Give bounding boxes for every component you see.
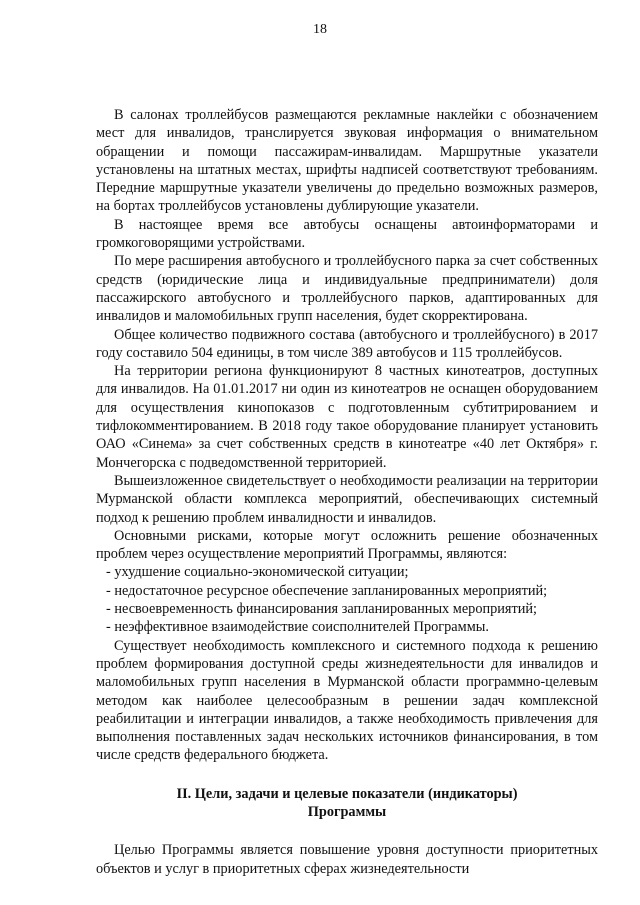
paragraph-necessity: Существует необходимость комплексного и системного подхода к решению проблем формирования доступной среды жизнедеятельности для инвалидов и маломобильных групп населения в Мурманской области программно-целевым методом как наиболее целесообразным в решении задач комплексной реабилитации и интеграции инвалидов, а также необходимость привлечения для выполнения поставленных задач нескольких источников финансирования, в том числе средств федерального бюджета. xyxy=(96,637,598,764)
risk-list-item: - несвоевременность финансирования запланированных мероприятий; xyxy=(106,601,538,618)
paragraph-bus-informers: В настоящее время все автобусы оснащены автоинформаторами и громкоговорящими устройствами. xyxy=(96,216,598,252)
page-number: 18 xyxy=(313,22,327,37)
section-heading-line1: II. Цели, задачи и целевые показатели (индикаторы) xyxy=(176,785,518,802)
section-heading xyxy=(96,785,598,822)
risk-list-item: - ухудшение социально-экономической ситуации; xyxy=(106,564,409,581)
document-body xyxy=(96,106,598,878)
paragraph-fleet-expansion: По мере расширения автобусного и троллейбусного парка за счет собственных средств (юридические лица и индивидуальные предприниматели) доля пассажирского автобусного и троллейбусного парков, адаптированных для инвалидов и маломобильных групп населения, будет скорректирована. xyxy=(96,253,598,325)
paragraph-fleet-count: Общее количество подвижного состава (автобусного и троллейбусного) в 2017 году составило 504 единицы, в том числе 389 автобусов и 115 троллейбусов. xyxy=(96,326,598,361)
risk-list-item: - недостаточное ресурсное обеспечение запланированных мероприятий; xyxy=(106,582,548,599)
paragraph-trolleybus-signage: В салонах троллейбусов размещаются рекламные наклейки с обозначением мест для инвалидов, транслируется звуковая информация о внимательном обращении и помощи пассажирам-инвалидам. Маршрутные указатели установлены на штатных местах, шрифты надписей соответствуют требованиям. Передние маршрутные указатели увеличены до предельно возможных размеров, на бортах троллейбусов установлены дублирующие указатели. xyxy=(96,107,598,215)
paragraph-conclusion: Вышеизложенное свидетельствует о необходимости реализации на территории Мурманской области комплекса мероприятий, обеспечивающих системный подход к решению проблем инвалидности и инвалидов. xyxy=(96,472,598,526)
section-heading-line2: Программы xyxy=(307,803,387,820)
risk-list-item: - неэффективное взаимодействие соисполнителей Программы. xyxy=(106,619,489,636)
paragraph-program-goal: Целью Программы является повышение уровня доступности приоритетных объектов и услуг в приоритетных сферах жизнедеятельности xyxy=(96,842,598,877)
paragraph-risks-intro: Основными рисками, которые могут осложнить решение обозначенных проблем через осуществление мероприятий Программы, являются: xyxy=(96,527,598,563)
paragraph-cinemas: На территории региона функционируют 8 частных кинотеатров, доступных для инвалидов. На 01.01.2017 ни один из кинотеатров не оснащен оборудованием для осуществления кинопоказов с подготовленным субтитрированием и тифлокомментированием. В 2018 году такое оборудование планирует установить ОАО «Синема» за счет собственных средств в кинотеатре «40 лет Октября» г. Мончегорска с подведомственной территорией. xyxy=(96,363,598,471)
